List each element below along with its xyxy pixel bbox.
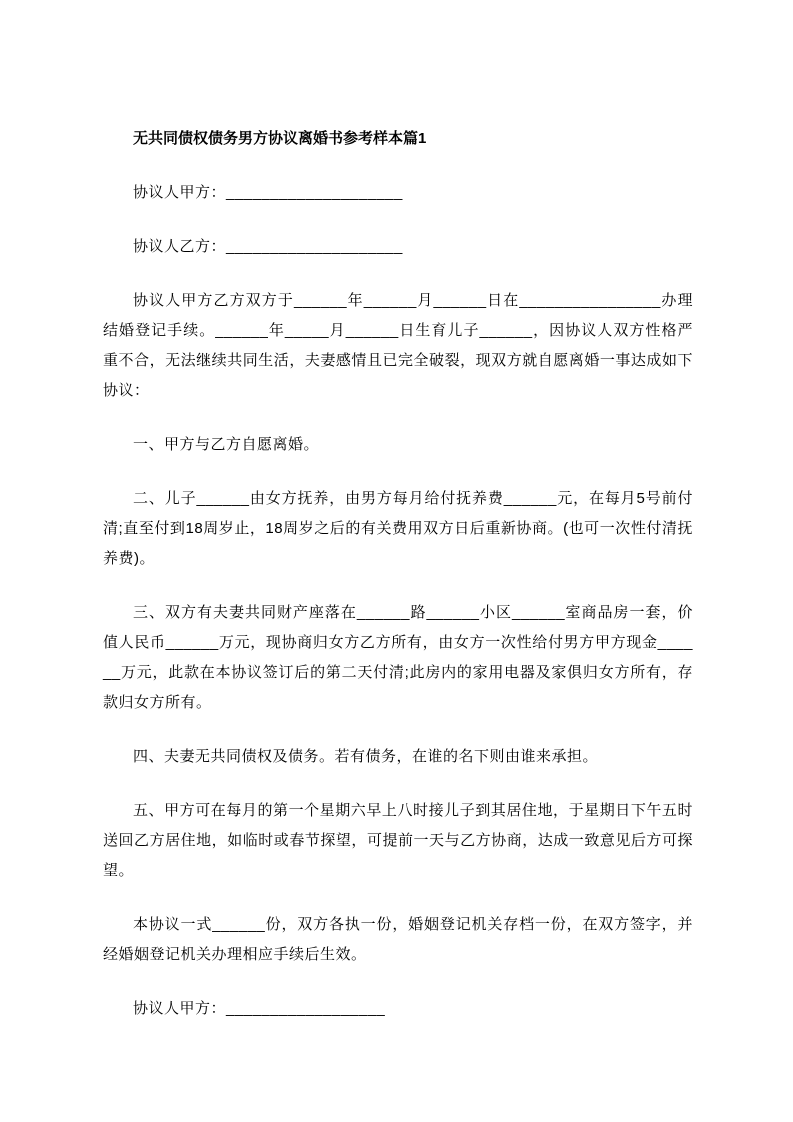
paragraph-clause-3: 三、双方有夫妻共同财产座落在______路______小区______室商品房一套，价值人民币______万元，现协商归女方乙方所有，由女方一次性给付男方甲方现金______万元，此款在本协议签订后的第二天付清;此房内的家用电器及家俱归女方所有，存款归女方所有。 [103, 604, 693, 711]
paragraph-clause-5: 五、甲方可在每月的第一个星期六早上八时接儿子到其居住地，于星期日下午五时送回乙方居住地，如临时或春节探望，可提前一天与乙方协商，达成一致意见后方可探望。 [103, 802, 693, 879]
document-title: 无共同债权债务男方协议离婚书参考样本篇1 [133, 130, 427, 147]
paragraph-preamble: 协议人甲方乙方双方于______年______月______日在________________办理结婚登记手续。______年_____月______日生育儿子______，因协议人双方性格严重不合，无法继续共同生活，夫妻感情且已完全破裂，现双方就自愿离婚一事达成如下协议： [103, 292, 693, 399]
paragraph-clause-1: 一、甲方与乙方自愿离婚。 [133, 436, 320, 453]
paragraph-effectiveness: 本协议一式______份，双方各执一份，婚姻登记机关存档一份，在双方签字，并经婚姻登记机关办理相应手续后生效。 [103, 916, 693, 963]
paragraph-clause-2: 二、儿子______由女方抚养，由男方每月给付抚养费______元，在每月5号前付清;直至付到18周岁止，18周岁之后的有关费用双方日后重新协商。(也可一次性付清抚养费)。 [103, 490, 693, 567]
paragraph-party-b-line: 协议人乙方：____________________ [133, 238, 403, 255]
paragraph-signature-party-a: 协议人甲方：__________________ [133, 1000, 386, 1017]
paragraph-party-a-line: 协议人甲方：____________________ [133, 184, 403, 201]
paragraph-clause-4: 四、夫妻无共同债权及债务。若有债务，在谁的名下则由谁来承担。 [133, 748, 599, 765]
